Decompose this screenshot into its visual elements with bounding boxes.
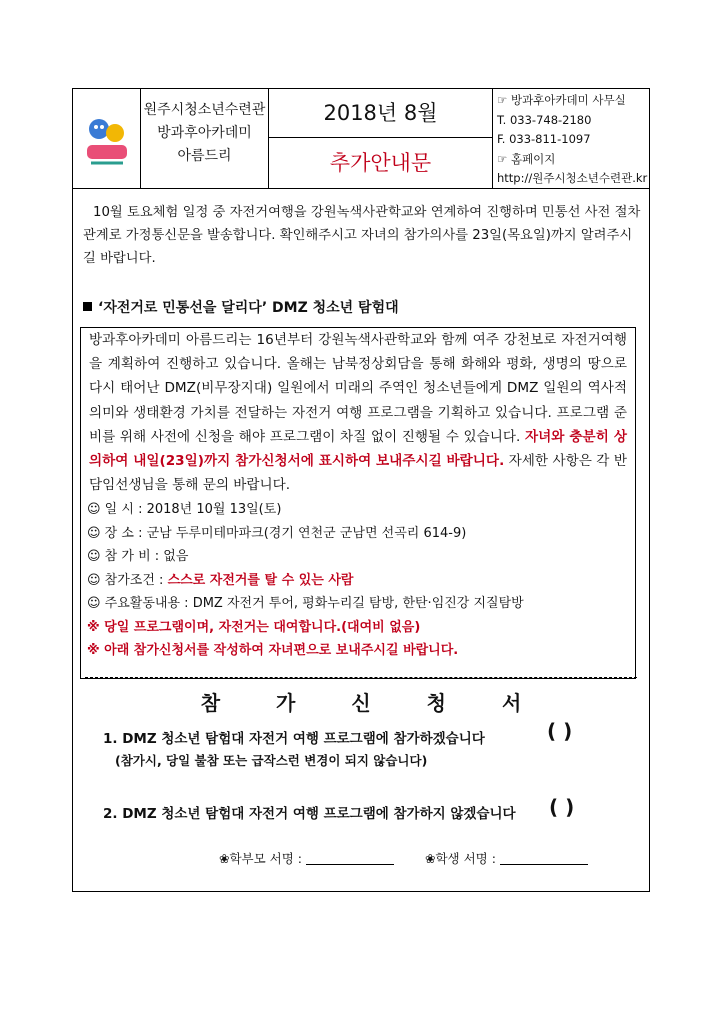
- option-attend-checkbox[interactable]: ( ): [547, 719, 573, 743]
- org-line: 원주시청소년수련관: [143, 102, 266, 118]
- option-decline-label: 2. DMZ 청소년 탐험대 자전거 여행 프로그램에 참가하지 않겠습니다: [103, 806, 516, 822]
- description-highlight: 자녀와 충분히 상의하여 내일(23일)까지 참가신청서에 표시하여 보내주시길 바랍니다.: [89, 428, 627, 470]
- header-table: [73, 89, 649, 189]
- cut-line-divider: [85, 677, 637, 678]
- intro-paragraph: 10월 토요체험 일정 중 자전거여행을 강원녹색사관학교와 연계하여 진행하며 민통선 사전 절차관계로 가정통신문을 발송합니다. 확인해주시고 자녀의 참가의사를 23일(목요일)까지 알려주시길 바랍니다.: [83, 205, 641, 266]
- notice-date: 2018년 8월: [269, 89, 492, 138]
- title-cell: [269, 89, 493, 188]
- program-description: [89, 328, 627, 497]
- detail-place: ☺ 장 소 : 군남 두루미테마파크(경기 연천군 군남면 선곡리 614-9): [87, 525, 467, 541]
- parent-signature-field[interactable]: [306, 852, 394, 865]
- parent-signature: ❀학부모 서명 :: [219, 849, 394, 867]
- notice-frame: [72, 88, 650, 892]
- contact-phone: T. 033-748-2180: [497, 112, 592, 127]
- notice-type: 추가안내문: [329, 151, 432, 175]
- contact-info: [493, 89, 649, 188]
- section-title: [83, 297, 399, 317]
- org-line: 방과후아카데미: [157, 125, 252, 141]
- option-decline-checkbox[interactable]: ( ): [549, 795, 575, 819]
- contact-fax: F. 033-811-1097: [497, 132, 591, 146]
- contact-homepage-label: ☞ 홈페이지: [497, 151, 556, 166]
- contact-homepage-link[interactable]: http://원주시청소년수련관.kr: [497, 171, 648, 185]
- option-attend-label: 1. DMZ 청소년 탐험대 자전거 여행 프로그램에 참가하겠습니다: [103, 731, 485, 747]
- detail-activities: ☺ 주요활동내용 : DMZ 자전거 투어, 평화누리길 탐방, 한탄·임진강 지질탐방: [87, 596, 524, 611]
- org-line: 아름드리: [177, 148, 232, 164]
- detail-date: ☺ 일 시 : 2018년 10월 13일(토): [87, 502, 282, 517]
- student-signature-field[interactable]: [500, 852, 588, 865]
- logo-cell: [73, 89, 141, 188]
- description-tail: 자세한 사항은 각 반 담임선생님을 통해 문의 바랍니다.: [89, 453, 627, 494]
- detail-fee: ☺ 참 가 비 : 없음: [87, 549, 189, 564]
- note-submit: ※ 아래 참가신청서를 작성하여 자녀편으로 보내주시길 바랍니다.: [87, 643, 459, 658]
- student-signature: ❀학생 서명 :: [425, 849, 588, 867]
- contact-office: ☞ 방과후아카데미 사무실: [497, 93, 626, 107]
- program-info-box: [80, 327, 636, 679]
- section-title-text: ‘자전거로 민통선을 달리다’ DMZ 청소년 탐험대: [98, 300, 399, 316]
- program-details: [87, 498, 524, 663]
- square-bullet-icon: [83, 302, 92, 311]
- application-form-title: 참가신청서: [200, 691, 578, 715]
- description-text: 방과후아카데미 아름드리는 16년부터 강원녹색사관학교와 함께 여주 강천보로 자전거여행을 계획하여 진행하고 있습니다. 올해는 남북정상회담을 통해 화해와 평화, 생명의 땅으로 다시 태어난 DMZ(비무장지대) 일원에서 미래의 주역인 청소년들에게 DMZ 일원의 역사적 의미와 생태환경 가치를 전달하는 자전거 여행 프로그램을 기획하고 있습니다. 프로그램 준비를 위해 사전에 신청을 해야 프로그램이 차질 없이 진행될 수 있습니다.: [89, 332, 627, 445]
- academy-logo-icon: [81, 111, 133, 167]
- organization-name: [141, 89, 269, 188]
- detail-condition: ☺ 참가조건 : 스스로 자전거를 탈 수 있는 사람: [87, 572, 354, 588]
- note-rental: ※ 당일 프로그램이며, 자전거는 대여합니다.(대여비 없음): [87, 619, 421, 635]
- option-attend-note: (참가시, 당일 불참 또는 급작스런 변경이 되지 않습니다): [115, 753, 428, 768]
